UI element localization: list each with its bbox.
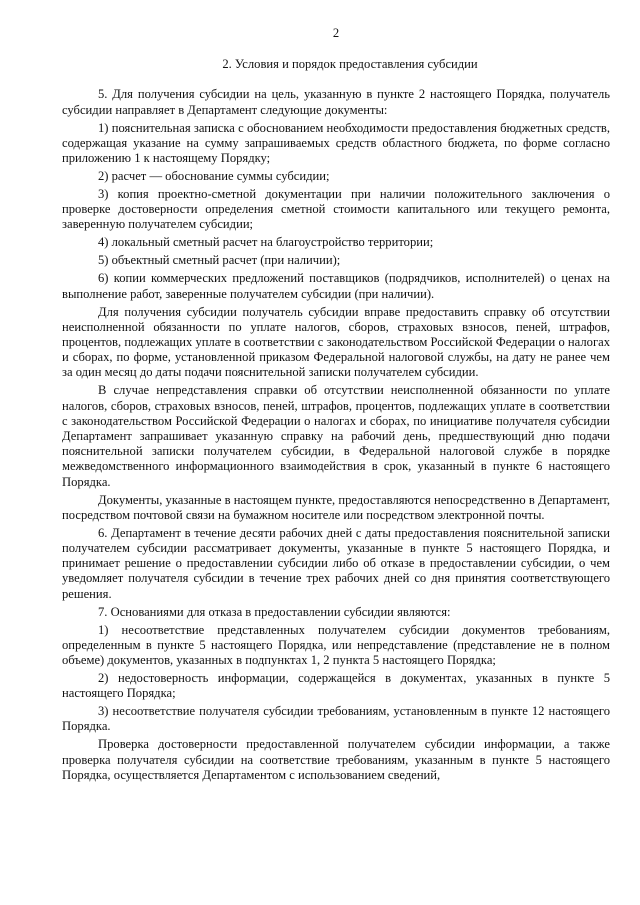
- paragraph-5: 5. Для получения субсидии на цель, указанную в пункте 2 настоящего Порядка, получатель субсидии направляет в Департамент следующие документы:: [62, 87, 610, 117]
- paragraph-6: 6. Департамент в течение десяти рабочих дней с даты предоставления пояснительной записки получателем субсидии рассматривает документы, указанные в пункте 5 настоящего Порядка, и принимает решение о предоставлении субсидии либо об отказе в предоставлении субсидии, о чем уведомляет получателя субсидии в течение трех рабочих дней со дня принятия соответствующего решения.: [62, 525, 610, 601]
- paragraph-tax-certificate-request: В случае непредставления справки об отсутствии неисполненной обязанности по уплате налогов, сборов, страховых взносов, пеней, штрафов, процентов, подлежащих уплате в соответствии с законодательством Российской Федерации о налогах и сборах, по инициативе получателя субсидии Департамент запрашивает указанную справку на рабочий день, предшествующий дню подачи пояснительной записки получателем субсидии, в Федеральной налоговой службе в порядке межведомственного информационного взаимодействия в срок, указанный в пункте 6 настоящего Порядка.: [62, 383, 610, 489]
- document-page: [62, 26, 610, 786]
- paragraph-documents-delivery: Документы, указанные в настоящем пункте, предоставляются непосредственно в Департамент, посредством почтовой связи на бумажном носителе или посредством электронной почты.: [62, 492, 610, 522]
- paragraph-tax-certificate: Для получения субсидии получатель субсидии вправе предоставить справку об отсутствии неисполненной обязанности по уплате налогов, сборов, страховых взносов, пеней, штрафов, процентов, подлежащих уплате в соответствии с законодательством Российской Федерации о налогах и сборах, по форме, установленной приказом Федеральной налоговой службы, на дату не ранее чем за один месяц до даты подачи пояснительной записки получателем субсидии.: [62, 304, 610, 380]
- paragraph-5-item-4: 4) локальный сметный расчет на благоустройство территории;: [98, 235, 434, 250]
- paragraph-5-item-5: 5) объектный сметный расчет (при наличии);: [98, 253, 341, 268]
- paragraph-7: 7. Основаниями для отказа в предоставлении субсидии являются:: [98, 604, 451, 619]
- paragraph-7-item-2: 2) недостоверность информации, содержащейся в документах, указанных в пункте 5 настоящего Порядка;: [62, 671, 610, 701]
- paragraph-verification: Проверка достоверности предоставленной получателем субсидии информации, а также проверка получателя субсидии на соответствие требованиям, указанным в пункте 5 настоящего Порядка, осуществляется Департаментом с использованием сведений,: [62, 737, 610, 782]
- paragraph-5-item-6: 6) копии коммерческих предложений поставщиков (подрядчиков, исполнителей) о ценах на выполнение работ, заверенные получателем субсидии (при наличии).: [62, 271, 610, 301]
- paragraph-7-item-1: 1) несоответствие представленных получателем субсидии документов требованиям, определенным в пункте 5 настоящего Порядка, или непредставление (представление не в полном объеме) документов, указанных в подпунктах 1, 2 пункта 5 настоящего Порядка;: [62, 622, 610, 668]
- paragraph-7-item-3: 3) несоответствие получателя субсидии требованиям, установленным в пункте 12 настоящего Порядка.: [62, 704, 610, 734]
- section-title: 2. Условия и порядок предоставления субсидии: [222, 57, 478, 72]
- paragraph-5-item-1: 1) пояснительная записка с обоснованием необходимости предоставления бюджетных средств, содержащая указание на сумму запрашиваемых средств областного бюджета, по форме согласно приложению 1 к настоящему Порядку;: [62, 120, 610, 166]
- page-number: 2: [332, 26, 340, 40]
- paragraph-5-item-2: 2) расчет — обоснование суммы субсидии;: [98, 169, 330, 184]
- paragraph-5-item-3: 3) копия проектно-сметной документации при наличии положительного заключения о проверке достоверности определения сметной стоимости капитального или текущего ремонта, заверенную получателем субсидии;: [62, 187, 610, 232]
